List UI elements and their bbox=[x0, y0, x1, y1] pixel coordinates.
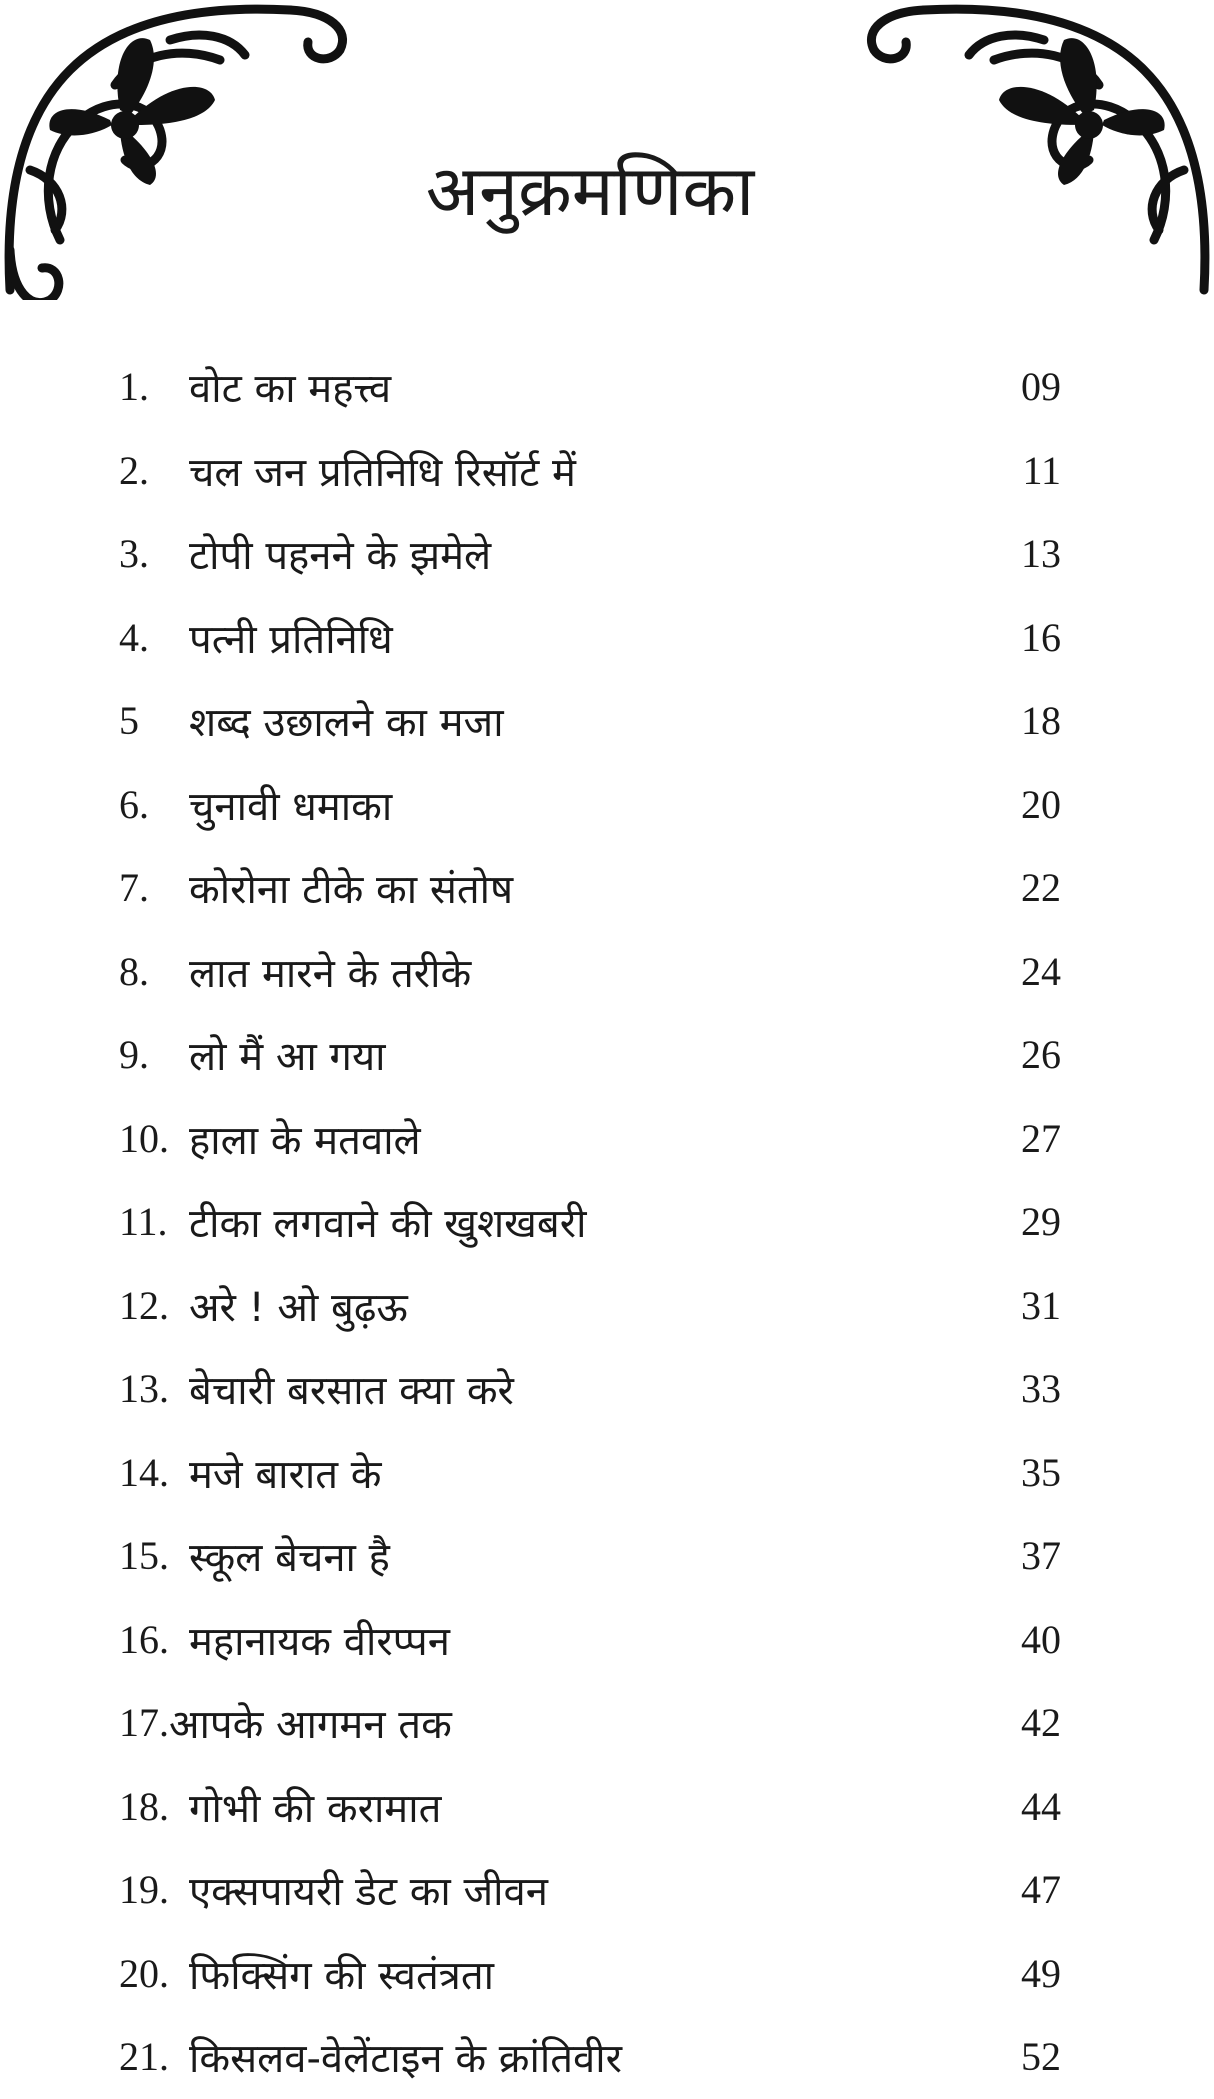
entry-title: स्कूल बेचना है bbox=[189, 1535, 390, 1582]
entry-title: टीका लगवाने की खुशखबरी bbox=[189, 1201, 587, 1248]
toc-entry bbox=[119, 2015, 1061, 2099]
entry-number: 9. bbox=[119, 1032, 149, 1078]
entry-page-number: 20 bbox=[1021, 781, 1061, 827]
entry-title: पत्नी प्रतिनिधि bbox=[189, 616, 393, 663]
entry-number: 2. bbox=[119, 447, 149, 493]
entry-page-number: 26 bbox=[1021, 1032, 1061, 1078]
toc-entry bbox=[119, 1180, 1061, 1264]
toc-entry bbox=[119, 1097, 1061, 1181]
page-title: अनुक्रमणिका bbox=[425, 150, 755, 232]
entry-title: एक्सपायरी डेट का जीवन bbox=[189, 1869, 548, 1916]
toc-entry bbox=[119, 1765, 1061, 1849]
entry-title: चल जन प्रतिनिधि रिसॉर्ट में bbox=[189, 449, 576, 496]
toc-entry bbox=[119, 596, 1061, 680]
entry-page-number: 13 bbox=[1021, 531, 1061, 577]
entry-page-number: 11 bbox=[1022, 447, 1061, 493]
entry-number: 11. bbox=[119, 1199, 168, 1245]
entry-page-number: 37 bbox=[1021, 1533, 1061, 1579]
toc-entry bbox=[119, 1013, 1061, 1097]
toc-entry bbox=[119, 429, 1061, 513]
toc-entry bbox=[119, 1681, 1061, 1765]
entry-page-number: 49 bbox=[1021, 1950, 1061, 1996]
entry-number: 17. bbox=[119, 1700, 169, 1746]
entry-page-number: 42 bbox=[1021, 1700, 1061, 1746]
entry-title: आपके आगमन तक bbox=[169, 1702, 452, 1749]
entry-number: 1. bbox=[119, 364, 149, 410]
entry-page-number: 29 bbox=[1021, 1199, 1061, 1245]
entry-page-number: 40 bbox=[1021, 1616, 1061, 1662]
toc-entry bbox=[119, 1514, 1061, 1598]
entry-number: 14. bbox=[119, 1449, 169, 1495]
toc-entry bbox=[119, 1848, 1061, 1932]
toc-entry bbox=[119, 345, 1061, 429]
entry-number: 20. bbox=[119, 1950, 169, 1996]
entry-number: 4. bbox=[119, 614, 149, 660]
entry-page-number: 16 bbox=[1021, 614, 1061, 660]
entry-page-number: 27 bbox=[1021, 1115, 1061, 1161]
entry-number: 13. bbox=[119, 1366, 169, 1412]
table-of-contents bbox=[119, 345, 1061, 2099]
entry-title: किसलव-वेलेंटाइन के क्रांतिवीर bbox=[189, 2036, 622, 2083]
entry-number: 8. bbox=[119, 948, 149, 994]
entry-page-number: 44 bbox=[1021, 1783, 1061, 1829]
toc-entry bbox=[119, 763, 1061, 847]
entry-page-number: 24 bbox=[1021, 948, 1061, 994]
entry-number: 7. bbox=[119, 865, 149, 911]
entry-number: 15. bbox=[119, 1533, 169, 1579]
entry-title: कोरोना टीके का संतोष bbox=[189, 867, 514, 914]
entry-number: 3. bbox=[119, 531, 149, 577]
entry-page-number: 35 bbox=[1021, 1449, 1061, 1495]
toc-entry bbox=[119, 679, 1061, 763]
entry-page-number: 33 bbox=[1021, 1366, 1061, 1412]
entry-number: 21. bbox=[119, 2034, 169, 2080]
entry-title: चुनावी धमाका bbox=[189, 783, 393, 830]
toc-entry bbox=[119, 846, 1061, 930]
entry-title: लात मारने के तरीके bbox=[189, 950, 472, 997]
entry-number: 10. bbox=[119, 1115, 169, 1161]
entry-number: 12. bbox=[119, 1282, 169, 1328]
entry-page-number: 31 bbox=[1021, 1282, 1061, 1328]
toc-entry bbox=[119, 1598, 1061, 1682]
toc-entry bbox=[119, 1431, 1061, 1515]
entry-page-number: 18 bbox=[1021, 698, 1061, 744]
entry-title: गोभी की करामात bbox=[189, 1785, 442, 1832]
entry-title: शब्द उछालने का मजा bbox=[189, 700, 504, 747]
entry-number: 18. bbox=[119, 1783, 169, 1829]
entry-title: लो मैं आ गया bbox=[189, 1034, 386, 1081]
toc-entry bbox=[119, 930, 1061, 1014]
entry-page-number: 09 bbox=[1021, 364, 1061, 410]
entry-title: बेचारी बरसात क्या करे bbox=[189, 1368, 514, 1415]
entry-number: 19. bbox=[119, 1867, 169, 1913]
entry-number: 5 bbox=[119, 698, 139, 744]
toc-entry bbox=[119, 1264, 1061, 1348]
entry-page-number: 47 bbox=[1021, 1867, 1061, 1913]
entry-title: हाला के मतवाले bbox=[189, 1117, 421, 1164]
entry-title: अरे ! ओ बुढ़ऊ bbox=[189, 1284, 408, 1331]
entry-title: फिक्सिंग की स्वतंत्रता bbox=[189, 1952, 495, 1999]
toc-entry bbox=[119, 1347, 1061, 1431]
entry-title: वोट का महत्त्व bbox=[189, 366, 392, 413]
entry-number: 6. bbox=[119, 781, 149, 827]
toc-entry bbox=[119, 1932, 1061, 2016]
entry-title: मजे बारात के bbox=[189, 1451, 382, 1498]
entry-page-number: 22 bbox=[1021, 865, 1061, 911]
entry-page-number: 52 bbox=[1021, 2034, 1061, 2080]
entry-number: 16. bbox=[119, 1616, 169, 1662]
toc-entry bbox=[119, 512, 1061, 596]
entry-title: टोपी पहनने के झमेले bbox=[189, 533, 492, 580]
entry-title: महानायक वीरप्पन bbox=[189, 1618, 450, 1665]
